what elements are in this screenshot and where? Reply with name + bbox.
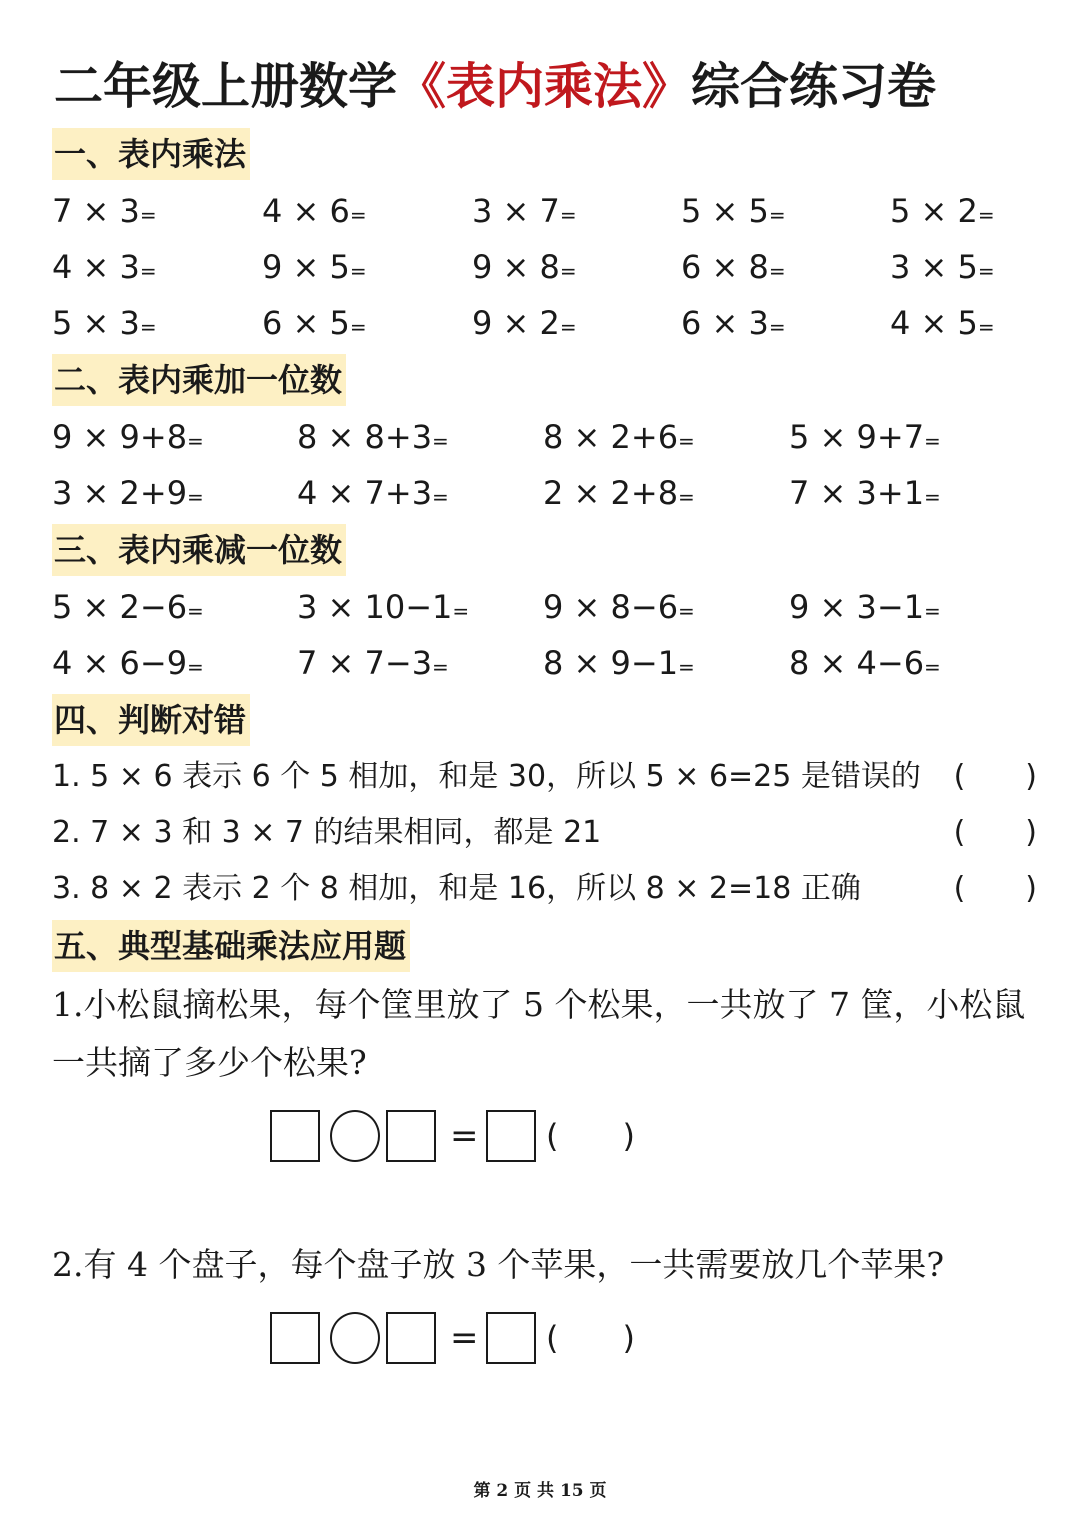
exercise-expression: 8 × 8+3	[297, 418, 433, 456]
equals-sign: =	[139, 315, 157, 339]
exercise-expression: 4 × 6	[262, 192, 350, 230]
exercise-item	[789, 468, 941, 522]
exercise-expression: 7 × 7−3	[297, 644, 433, 682]
equals-sign: =	[349, 259, 367, 283]
exercise-expression: 4 × 5	[890, 304, 978, 342]
equals-sign: =	[559, 259, 577, 283]
page-footer: 第 2 页 共 15 页	[473, 1481, 607, 1501]
exercise-item	[52, 412, 204, 466]
exercise-expression: 4 × 3	[52, 248, 140, 286]
equals-sign: =	[678, 429, 695, 453]
exercise-expression: 7 × 3+1	[789, 474, 925, 512]
exercise-item	[262, 298, 367, 352]
unit-parentheses[interactable]: ( )	[546, 1319, 635, 1357]
exercise-expression: 9 × 8	[472, 248, 560, 286]
answer-box[interactable]	[270, 1312, 320, 1364]
equals-sign: =	[432, 429, 449, 453]
exercise-item	[297, 468, 449, 522]
exercise-expression: 5 × 2	[890, 192, 978, 230]
exercise-expression: 8 × 4−6	[789, 644, 925, 682]
exercise-expression: 5 × 9+7	[789, 418, 925, 456]
exercise-expression: 4 × 6−9	[52, 644, 188, 682]
exercise-item	[890, 186, 995, 240]
equals-sign: =	[450, 1116, 479, 1156]
equals-sign: =	[678, 599, 695, 623]
exercise-expression: 6 × 8	[681, 248, 769, 286]
equals-sign: =	[349, 315, 367, 339]
answer-parentheses[interactable]: ( )	[953, 871, 1037, 906]
answer-parentheses[interactable]: ( )	[953, 759, 1037, 794]
equals-sign: =	[924, 485, 941, 509]
exercise-item	[543, 582, 695, 636]
exercise-item	[543, 468, 695, 522]
word-problem-2: 2.有 4 个盘子，每个盘子放 3 个苹果，一共需要放几个苹果?	[52, 1245, 945, 1284]
equals-sign: =	[924, 429, 941, 453]
exercise-item	[681, 186, 786, 240]
exercise-item	[52, 638, 204, 692]
exercise-expression: 2 × 2+8	[543, 474, 679, 512]
equals-sign: =	[187, 429, 204, 453]
exercise-expression: 5 × 3	[52, 304, 140, 342]
equals-sign: =	[450, 1318, 479, 1358]
exercise-expression: 9 × 3−1	[789, 588, 925, 626]
equals-sign: =	[139, 259, 157, 283]
section-3-heading: 三、表内乘减一位数	[52, 524, 346, 576]
answer-box[interactable]	[486, 1110, 536, 1162]
exercise-expression: 8 × 2+6	[543, 418, 679, 456]
answer-box[interactable]	[386, 1312, 436, 1364]
equals-sign: =	[349, 203, 367, 227]
judge-item	[52, 864, 1037, 914]
exercise-expression: 9 × 2	[472, 304, 560, 342]
equals-sign: =	[187, 655, 204, 679]
exercise-item	[681, 298, 786, 352]
exercise-item	[52, 186, 157, 240]
title-prefix: 二年级上册数学	[54, 57, 398, 115]
section-2-heading: 二、表内乘加一位数	[52, 354, 346, 406]
equals-sign: =	[768, 315, 786, 339]
exercise-expression: 3 × 7	[472, 192, 560, 230]
equals-sign: =	[187, 599, 204, 623]
exercise-expression: 6 × 5	[262, 304, 350, 342]
equals-sign: =	[678, 655, 695, 679]
section-4-heading: 四、判断对错	[52, 694, 250, 746]
equals-sign: =	[139, 203, 157, 227]
exercise-expression: 9 × 8−6	[543, 588, 679, 626]
exercise-item	[52, 468, 204, 522]
page-title	[54, 48, 1044, 124]
exercise-item	[890, 242, 995, 296]
judge-item	[52, 808, 1037, 858]
equals-sign: =	[432, 655, 449, 679]
exercise-item	[890, 298, 995, 352]
equals-sign: =	[187, 485, 204, 509]
title-accent: 《表内乘法》	[397, 57, 692, 115]
word-problem-1: 1.小松鼠摘松果，每个筐里放了 5 个松果，一共放了 7 筐，小松鼠一共摘了多少个松果?	[52, 985, 1026, 1082]
exercise-expression: 5 × 2−6	[52, 588, 188, 626]
equals-sign: =	[432, 485, 449, 509]
title-suffix: 综合练习卷	[691, 57, 937, 115]
exercise-expression: 7 × 3	[52, 192, 140, 230]
equals-sign: =	[452, 599, 470, 623]
answer-parentheses[interactable]: ( )	[953, 815, 1037, 850]
exercise-item	[789, 582, 941, 636]
exercise-expression: 8 × 9−1	[543, 644, 679, 682]
equals-sign: =	[768, 259, 786, 283]
exercise-expression: 9 × 5	[262, 248, 350, 286]
operator-circle[interactable]	[330, 1110, 380, 1162]
exercise-item	[52, 298, 157, 352]
section-1-heading: 一、表内乘法	[52, 128, 250, 180]
judge-item	[52, 752, 1037, 802]
answer-box[interactable]	[486, 1312, 536, 1364]
equals-sign: =	[977, 259, 995, 283]
exercise-item	[472, 242, 577, 296]
exercise-item	[297, 412, 449, 466]
equals-sign: =	[559, 315, 577, 339]
exercise-item	[262, 186, 367, 240]
exercise-expression: 5 × 5	[681, 192, 769, 230]
judge-text: 3. 8 × 2 表示 2 个 8 相加，和是 16，所以 8 × 2=18 正确	[52, 871, 861, 906]
exercise-item	[297, 582, 469, 636]
equals-sign: =	[924, 655, 941, 679]
operator-circle[interactable]	[330, 1312, 380, 1364]
answer-box[interactable]	[270, 1110, 320, 1162]
equals-sign: =	[678, 485, 695, 509]
unit-parentheses[interactable]: ( )	[546, 1117, 635, 1155]
equals-sign: =	[768, 203, 786, 227]
exercise-item	[543, 412, 695, 466]
exercise-expression: 3 × 5	[890, 248, 978, 286]
equals-sign: =	[924, 599, 941, 623]
exercise-item	[52, 242, 157, 296]
exercise-item	[789, 638, 941, 692]
exercise-item	[789, 412, 941, 466]
exercise-item	[681, 242, 786, 296]
exercise-expression: 9 × 9+8	[52, 418, 188, 456]
exercise-expression: 3 × 2+9	[52, 474, 188, 512]
equals-sign: =	[559, 203, 577, 227]
exercise-expression: 3 × 10−1	[297, 588, 453, 626]
exercise-item	[472, 186, 577, 240]
section-5-heading: 五、典型基础乘法应用题	[52, 920, 410, 972]
exercise-item	[52, 582, 204, 636]
exercise-expression: 4 × 7+3	[297, 474, 433, 512]
judge-text: 2. 7 × 3 和 3 × 7 的结果相同，都是 21	[52, 815, 602, 850]
exercise-item	[297, 638, 449, 692]
exercise-expression: 6 × 3	[681, 304, 769, 342]
equals-sign: =	[977, 315, 995, 339]
equals-sign: =	[977, 203, 995, 227]
answer-box[interactable]	[386, 1110, 436, 1162]
exercise-item	[262, 242, 367, 296]
exercise-item	[472, 298, 577, 352]
exercise-item	[543, 638, 695, 692]
judge-text: 1. 5 × 6 表示 6 个 5 相加，和是 30，所以 5 × 6=25 是错误的	[52, 759, 921, 794]
